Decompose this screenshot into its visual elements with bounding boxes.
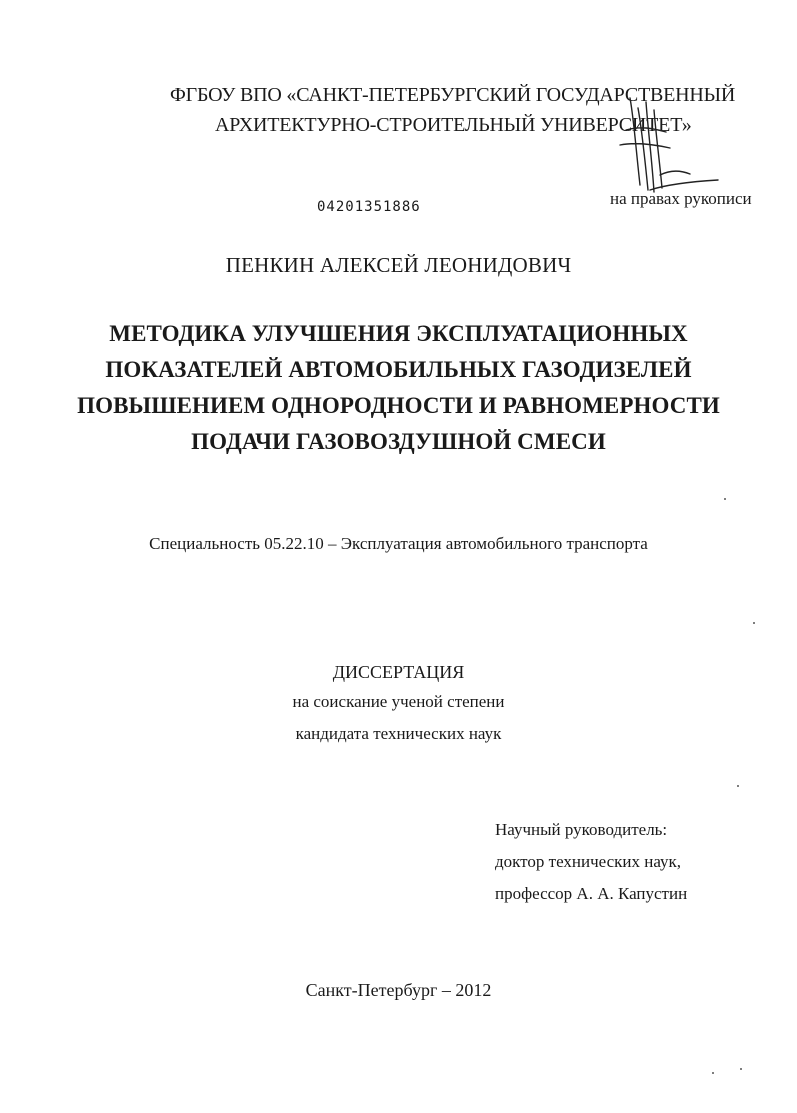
dissertation-heading: ДИССЕРТАЦИЯ [332, 662, 465, 682]
scan-speck [753, 622, 755, 624]
manuscript-note: на правах рукописи [610, 189, 752, 208]
supervisor-name: профессор А. А. Капустин [495, 884, 688, 903]
title-line: ПОКАЗАТЕЛЕЙ АВТОМОБИЛЬНЫХ ГАЗОДИЗЕЛЕЙ [105, 357, 692, 382]
author-name: ПЕНКИН АЛЕКСЕЙ ЛЕОНИДОВИЧ [225, 253, 572, 277]
catalog-code: 04201351886 [317, 199, 421, 215]
degree-name: кандидата технических наук [295, 724, 502, 743]
supervisor-label: Научный руководитель: [495, 820, 668, 839]
dissertation-title [0, 316, 797, 460]
scan-speck [724, 498, 726, 500]
degree-purpose: на соискание ученой степени [292, 692, 505, 711]
title-line: ПОДАЧИ ГАЗОВОЗДУШНОЙ СМЕСИ [191, 429, 606, 454]
title-line: МЕТОДИКА УЛУЧШЕНИЯ ЭКСПЛУАТАЦИОННЫХ [109, 321, 688, 346]
institution-line-2: АРХИТЕКТУРНО-СТРОИТЕЛЬНЫЙ УНИВЕРСИТЕТ» [215, 114, 692, 136]
scan-speck [740, 1068, 742, 1070]
specialty-line: Специальность 05.22.10 – Эксплуатация автомобильного транспорта [149, 534, 648, 553]
city-year: Санкт-Петербург – 2012 [305, 980, 492, 1000]
title-line: ПОВЫШЕНИЕМ ОДНОРОДНОСТИ И РАВНОМЕРНОСТИ [77, 393, 720, 418]
institution-line-1: ФГБОУ ВПО «САНКТ-ПЕТЕРБУРГСКИЙ ГОСУДАРСТВЕННЫЙ [170, 84, 736, 106]
supervisor-degree: доктор технических наук, [495, 852, 682, 871]
scan-speck [712, 1072, 714, 1074]
scan-speck [737, 785, 739, 787]
